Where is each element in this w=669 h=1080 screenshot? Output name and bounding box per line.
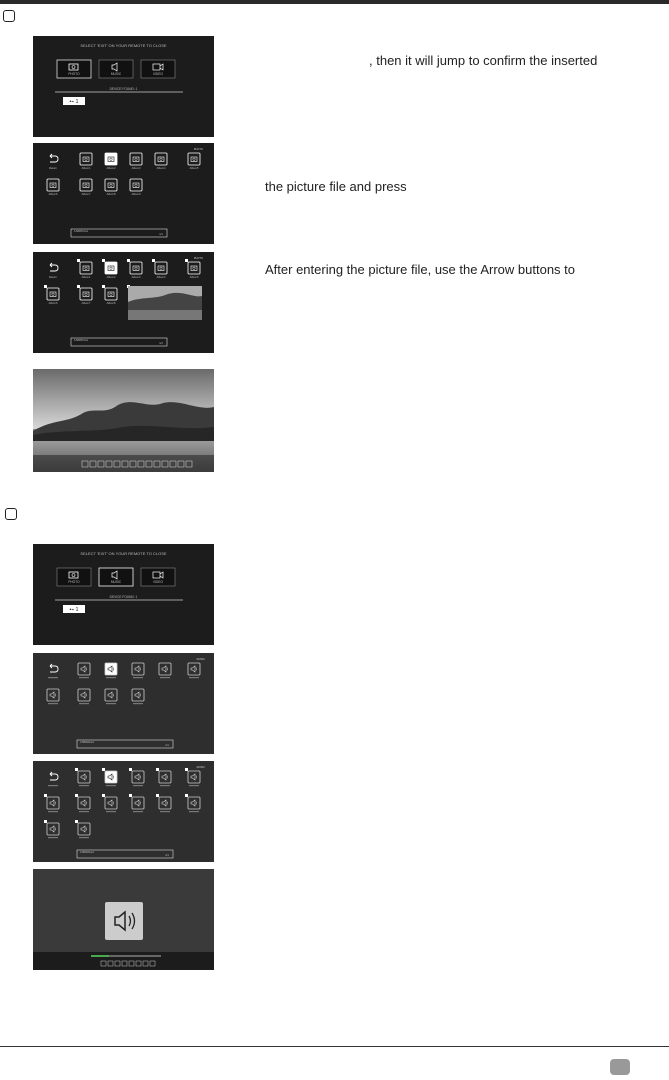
svg-text:/USB/Photo/: /USB/Photo/ [73, 230, 89, 233]
svg-text:1/1: 1/1 [159, 233, 163, 236]
music-note-icon [105, 902, 143, 940]
select-title: SELECT 'EXIT' ON YOUR REMOTE TO CLOSE [80, 43, 167, 48]
svg-text:/USB/Music/: /USB/Music/ [79, 741, 95, 744]
photo-preview-screenshot [33, 252, 214, 353]
svg-text:Album6: Album6 [48, 193, 58, 196]
top-rule [0, 0, 669, 4]
svg-text:1/1: 1/1 [159, 342, 163, 345]
photo-album-grid-screenshot [33, 143, 214, 244]
svg-text:VIDEO: VIDEO [153, 72, 163, 76]
svg-text:Album1: Album1 [81, 276, 91, 279]
photo-text-2: the picture file and press [265, 179, 407, 194]
svg-text:/USB/Music/: /USB/Music/ [79, 851, 95, 854]
svg-text:PHOTO: PHOTO [193, 148, 203, 151]
svg-text:•⌁ 1: •⌁ 1 [69, 607, 79, 613]
svg-text:Album1: Album1 [81, 167, 91, 170]
svg-text:Album4: Album4 [156, 167, 166, 170]
section-photo-marker [3, 10, 15, 22]
svg-text:Album8: Album8 [106, 193, 116, 196]
svg-text:MUSIC: MUSIC [110, 580, 122, 584]
svg-text:Album9: Album9 [131, 193, 141, 196]
svg-text:Return: Return [49, 276, 57, 279]
progress-bar-fill [91, 955, 109, 957]
section-music-marker [5, 508, 17, 520]
svg-text:Album2: Album2 [106, 276, 116, 279]
photo-fullscreen-screenshot [33, 369, 214, 472]
svg-text:/USB/Photo/: /USB/Photo/ [73, 339, 89, 342]
svg-text:Album7: Album7 [81, 302, 91, 305]
svg-text:Album3: Album3 [131, 167, 141, 170]
svg-text:Album2: Album2 [106, 167, 116, 170]
svg-text:PHOTO: PHOTO [193, 257, 203, 260]
music-playback-screenshot [33, 869, 214, 970]
svg-text:DEVICE FOUND: 1: DEVICE FOUND: 1 [109, 87, 138, 91]
photo-select-screenshot [33, 36, 214, 137]
music-file-grid-screenshot [33, 761, 214, 862]
svg-text:DEVICE FOUND: 1: DEVICE FOUND: 1 [109, 595, 138, 599]
svg-text:MUSIC: MUSIC [196, 658, 205, 661]
svg-text:MUSIC: MUSIC [110, 72, 122, 76]
svg-text:1/1: 1/1 [165, 744, 169, 747]
svg-text:VIDEO: VIDEO [153, 580, 163, 584]
footer-rule [0, 1046, 669, 1047]
page-number-badge [610, 1059, 630, 1075]
photo-text-1: , then it will jump to confirm the inserted [369, 53, 598, 68]
photo-text-3: After entering the picture file, use the Arrow buttons to [265, 262, 576, 277]
svg-text:Return: Return [49, 167, 57, 170]
svg-text:Album3: Album3 [131, 276, 141, 279]
svg-text:Album4: Album4 [156, 276, 166, 279]
svg-text:Album7: Album7 [81, 193, 91, 196]
svg-text:•⌁ 1: •⌁ 1 [69, 99, 79, 105]
svg-text:1/1: 1/1 [165, 854, 169, 857]
svg-text:Album6: Album6 [48, 302, 58, 305]
svg-text:SELECT 'EXIT' ON YOUR REMOTE T: SELECT 'EXIT' ON YOUR REMOTE TO CLOSE [80, 551, 167, 556]
svg-text:Album5: Album5 [189, 276, 199, 279]
music-select-screenshot [33, 544, 214, 645]
music-folder-grid-screenshot [33, 653, 214, 754]
svg-text:PHOTO: PHOTO [68, 72, 80, 76]
svg-text:MUSIC: MUSIC [196, 766, 205, 769]
svg-text:Album5: Album5 [189, 167, 199, 170]
svg-text:Album8: Album8 [106, 302, 116, 305]
svg-text:PHOTO: PHOTO [68, 580, 80, 584]
